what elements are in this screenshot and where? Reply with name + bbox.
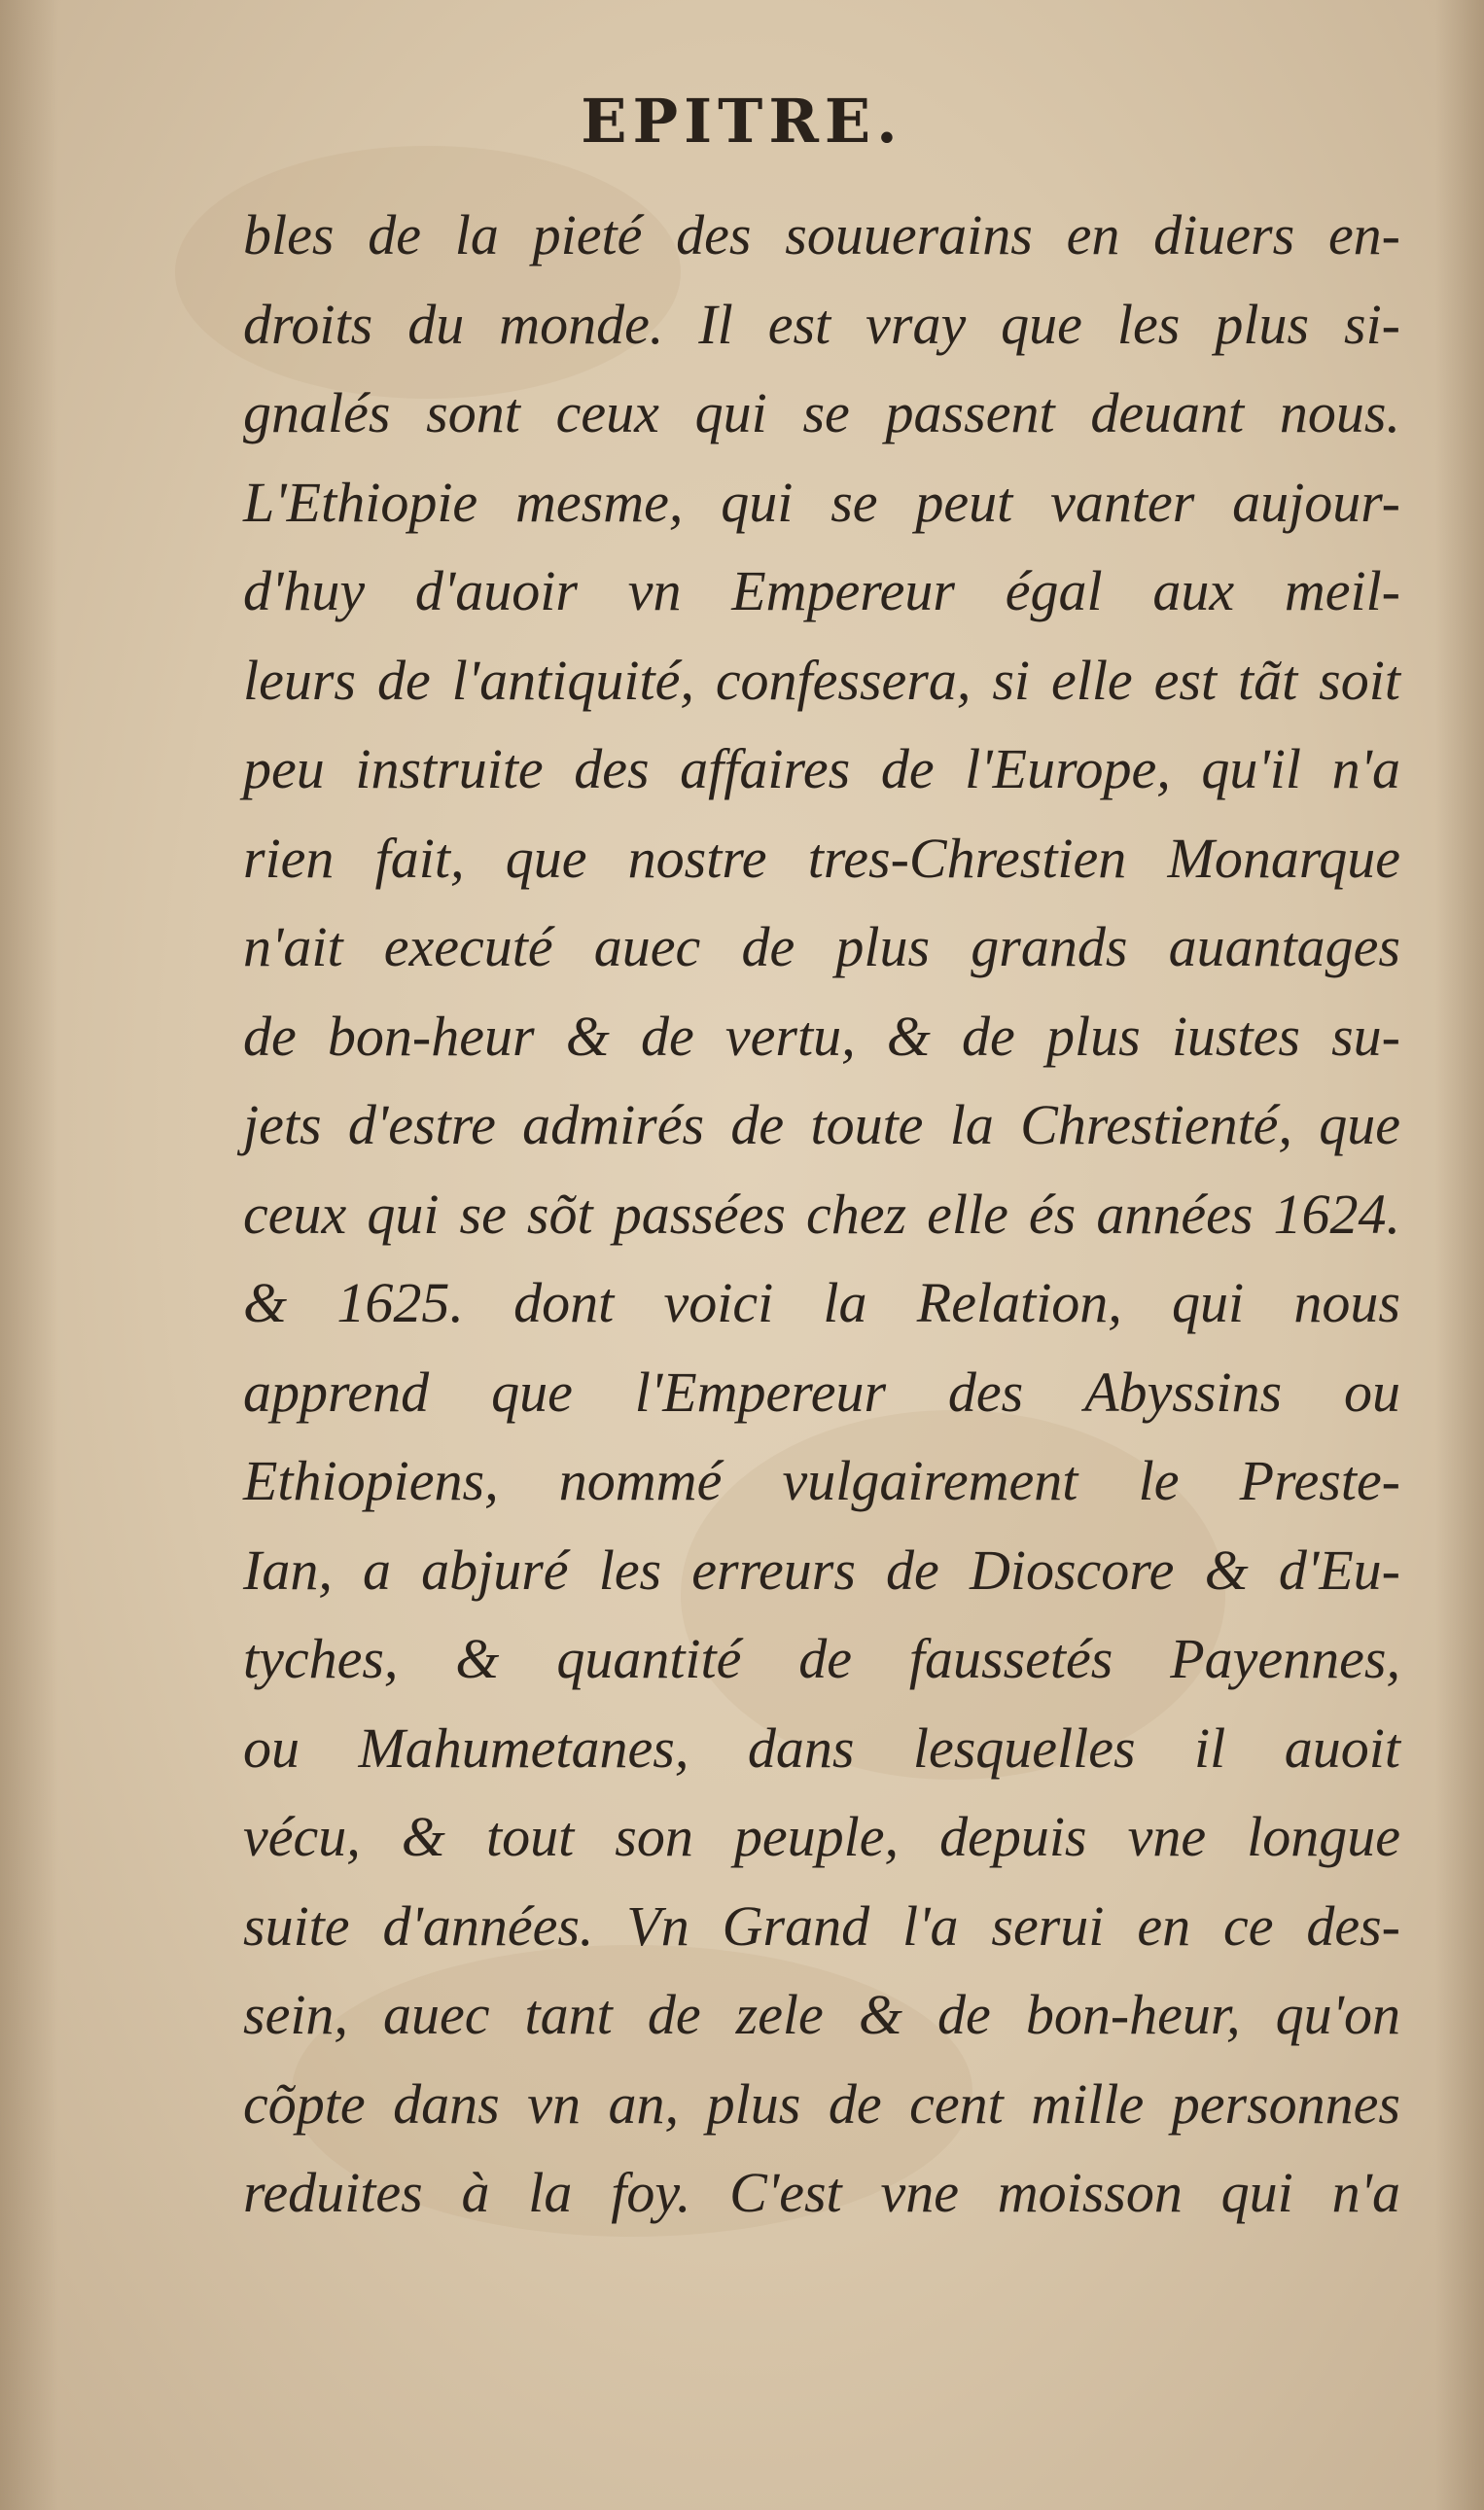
text-line: suite d'années. Vn Grand l'a serui en ce des-	[243, 1893, 1400, 1958]
text-line: sein, auec tant de zele & de bon-heur, qu'on	[243, 1983, 1400, 2046]
text-line: n'ait executé auec de plus grands auantages	[243, 915, 1400, 978]
text-line: bles de la pieté des souuerains en diuers en-	[243, 203, 1400, 266]
text-line: apprend que l'Empereur des Abyssins ou	[243, 1360, 1400, 1424]
text-line: rien fait, que nostre tres-Chrestien Monarque	[243, 826, 1400, 890]
text-line: ceux qui se sõt passées chez elle és années 1624.	[243, 1182, 1400, 1246]
text-line: d'huy d'auoir vn Empereur égal aux meil-	[243, 559, 1400, 622]
text-line: tyches, & quantité de faussetés Payennes,	[243, 1627, 1400, 1690]
text-line: peu instruite des affaires de l'Europe, qu'il n'a	[243, 737, 1400, 800]
running-head: EPITRE.	[581, 86, 903, 157]
text-line: L'Ethiopie mesme, qui se peut vanter aujour-	[243, 470, 1400, 534]
text-line: Ethiopiens, nommé vulgairement le Preste-	[243, 1449, 1400, 1512]
text-line: gnalés sont ceux qui se passent deuant nous.	[243, 381, 1400, 444]
text-line: vécu, & tout son peuple, depuis vne longue	[243, 1805, 1400, 1868]
text-line: Ian, a abjuré les erreurs de Dioscore & d'Eu-	[243, 1538, 1400, 1602]
text-line: de bon-heur & de vertu, & de plus iustes su-	[243, 1004, 1400, 1068]
text-line: & 1625. dont voici la Relation, qui nous	[243, 1271, 1400, 1334]
text-line: droits du monde. Il est vray que les plus si-	[243, 292, 1400, 356]
text-line: ou Mahumetanes, dans lesquelles il auoit	[243, 1715, 1400, 1780]
text-line: reduites à la foy. C'est vne moisson qui n'a	[243, 2161, 1400, 2224]
body-text	[243, 191, 1400, 2238]
text-line: cõpte dans vn an, plus de cent mille personnes	[243, 2071, 1400, 2136]
text-line: leurs de l'antiquité, confessera, si elle est tãt soit	[243, 648, 1400, 712]
text-line: jets d'estre admirés de toute la Chrestienté, que	[243, 1093, 1400, 1156]
